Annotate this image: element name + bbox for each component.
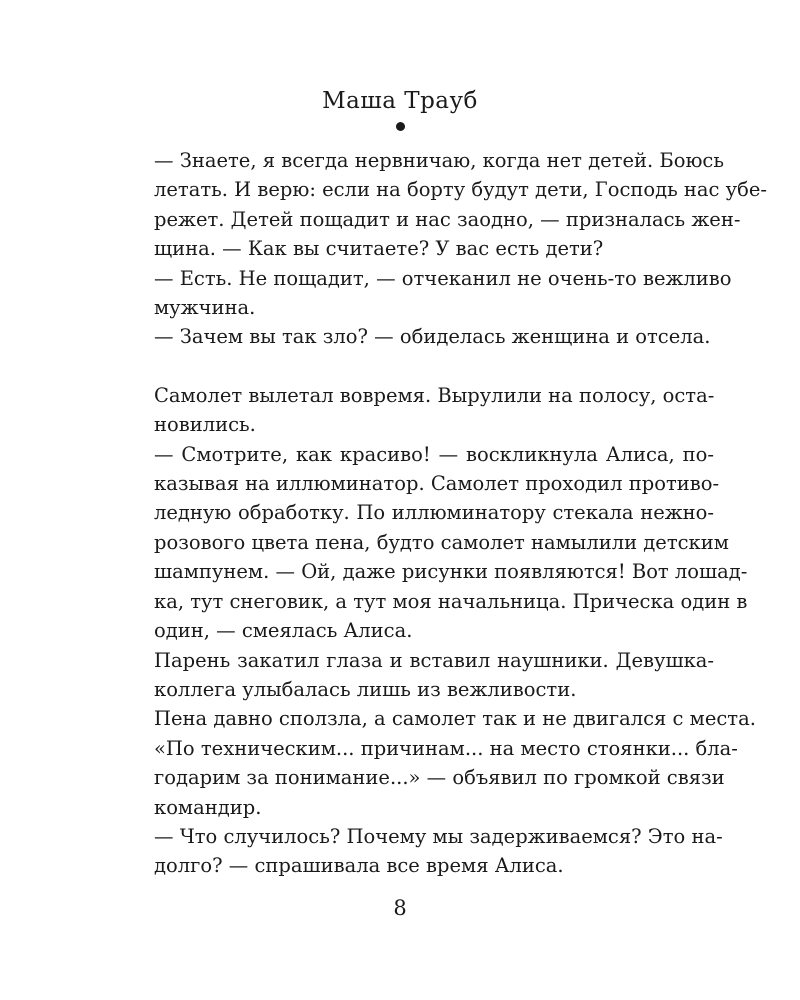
text-line: режет. Детей пощадит и нас заодно, — призналась жен- [154, 207, 741, 231]
paragraph [154, 822, 723, 881]
paragraph [154, 146, 768, 264]
text-line: командир. [154, 795, 262, 819]
text-line: ка, тут снеговик, а тут моя начальница. Прическа один в [154, 589, 748, 613]
text-line: — Зачем вы так зло? — обиделась женщина и отсела. [154, 325, 711, 349]
page-number: 8 [393, 896, 407, 920]
text-line: казывая на иллюминатор. Самолет проходил противо- [154, 472, 720, 496]
text-line: — Есть. Не пощадит, — отчеканил не очень-то вежливо [154, 266, 732, 290]
text-line: — Смотрите, как красиво! — воскликнула Алиса, по- [154, 442, 714, 466]
text-line: Самолет вылетал вовремя. Вырулили на полосу, оста- [154, 383, 715, 407]
text-line: долго? — спрашивала все время Алиса. [154, 854, 564, 878]
paragraph [154, 734, 738, 822]
paragraph [154, 440, 748, 646]
text-line: — Что случилось? Почему мы задерживаемся? Это на- [154, 824, 723, 848]
page-body [154, 146, 768, 881]
text-line: «По техническим... причинам... на место стоянки... бла- [154, 736, 738, 760]
text-line: Парень закатил глаза и вставил наушники. Девушка- [154, 648, 714, 672]
header-bullet-ornament [396, 122, 405, 131]
text-line: мужчина. [154, 296, 256, 320]
text-line: один, — смеялась Алиса. [154, 619, 413, 643]
text-line: шампунем. — Ой, даже рисунки появляются! Вот лошад- [154, 560, 748, 584]
paragraph [154, 264, 732, 323]
text-line: Пена давно сползла, а самолет так и не двигался с места. [154, 707, 756, 731]
text-line: годарим за понимание...» — объявил по громкой связи [154, 766, 725, 790]
paragraph [154, 646, 714, 705]
text-line: летать. И верю: если на борту будут дети, Господь нас убе- [154, 178, 768, 202]
paragraph [154, 381, 714, 440]
text-line: ледную обработку. По иллюминатору стекала нежно- [154, 501, 714, 525]
text-line: коллега улыбалась лишь из вежливости. [154, 677, 577, 701]
paragraph [154, 322, 714, 351]
text-line: щина. — Как вы считаете? У вас есть дети? [154, 237, 604, 261]
author-name: Маша Трауб [322, 88, 478, 114]
text-line: розового цвета пена, будто самолет намылили детским [154, 530, 729, 554]
text-line: новились. [154, 413, 256, 437]
paragraph [154, 704, 756, 733]
running-header [0, 88, 800, 131]
text-line: — Знаете, я всегда нервничаю, когда нет детей. Боюсь [154, 149, 724, 172]
section-break [154, 352, 714, 381]
